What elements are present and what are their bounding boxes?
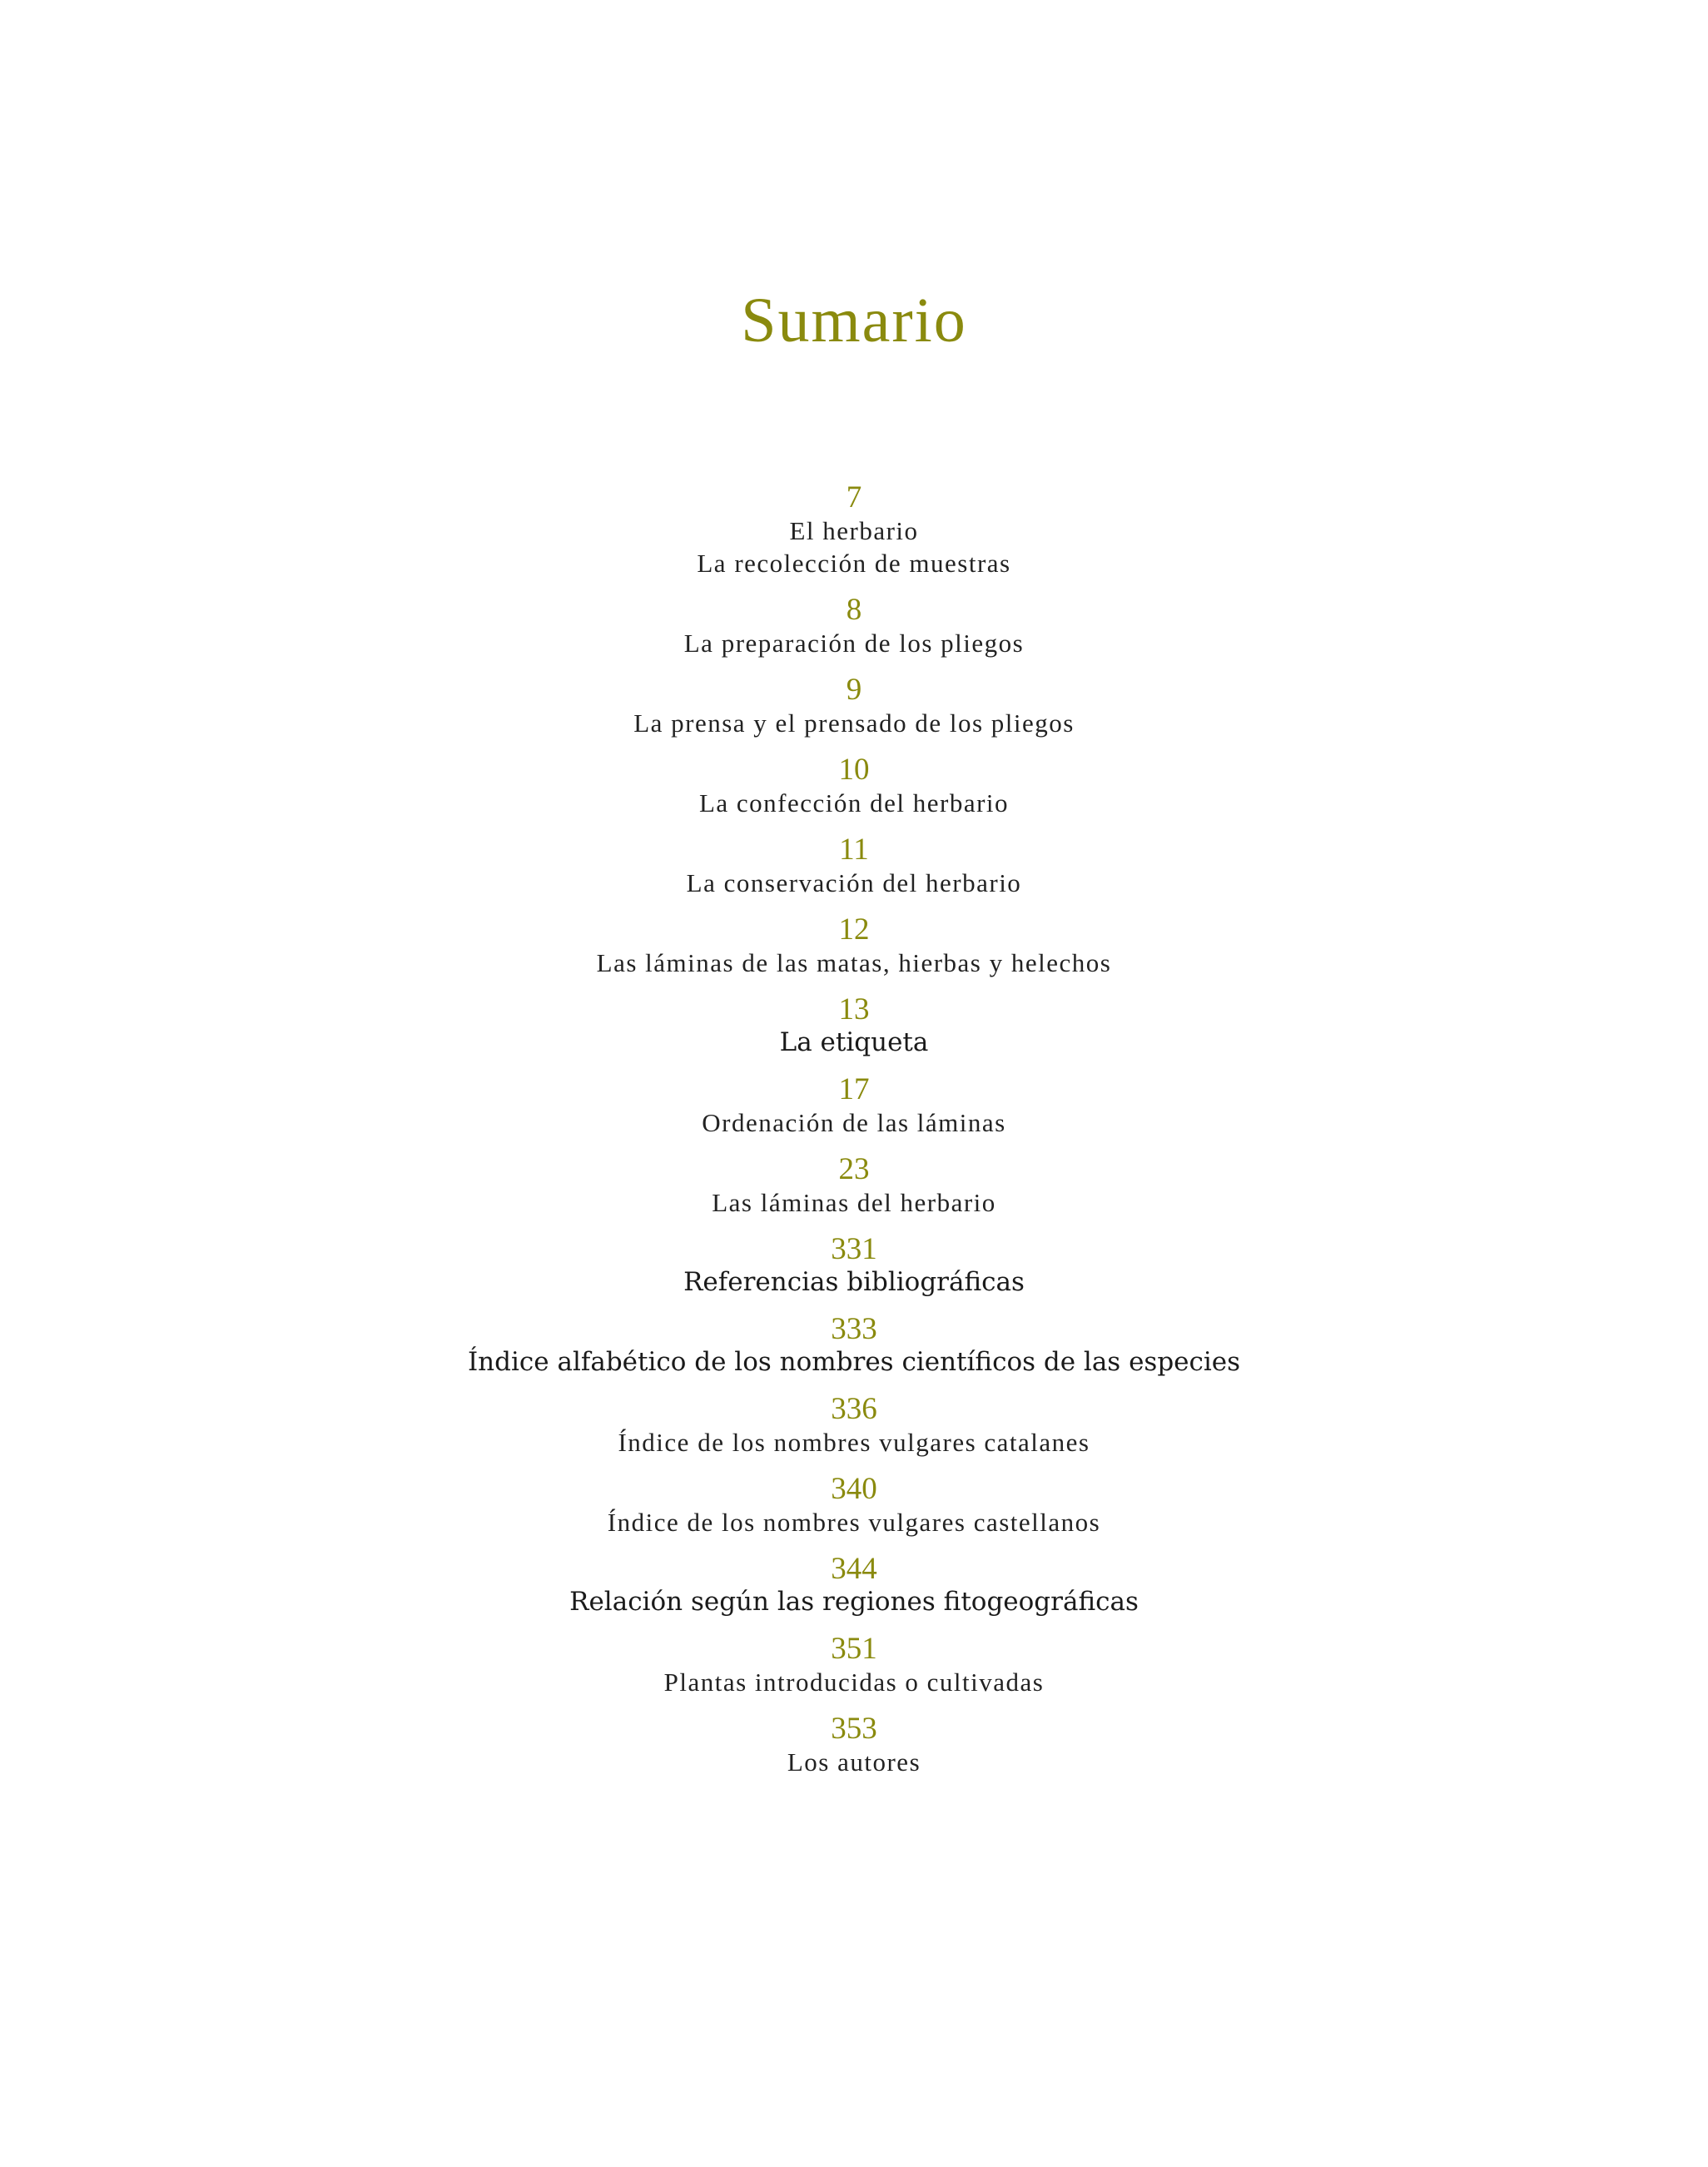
- toc-group: [0, 1553, 1708, 1618]
- toc-page-number: 7: [846, 480, 862, 514]
- toc-entry-title: Relación según las regiones fitogeográficas: [569, 1587, 1139, 1617]
- toc-entry-title: La confección del herbario: [698, 788, 1010, 818]
- toc-page-number: 10: [838, 753, 870, 787]
- toc-entry-title: Índice de los nombres vulgares catalanes: [618, 1428, 1090, 1457]
- toc-group: [0, 1313, 1708, 1379]
- toc-group: [0, 673, 1708, 739]
- toc-entry-title: Índice de los nombres vulgares castellanos: [607, 1508, 1101, 1537]
- toc-group: [0, 753, 1708, 819]
- page-title: Sumario: [741, 286, 967, 355]
- toc-entry-title: Las láminas del herbario: [712, 1188, 996, 1217]
- toc-group: [0, 594, 1708, 659]
- toc-entry-title: Ordenación de las láminas: [702, 1108, 1006, 1137]
- toc-entry-title: La etiqueta: [779, 1027, 929, 1057]
- toc-entry-title: La recolección de muestras: [697, 549, 1011, 578]
- toc-group: [0, 1393, 1708, 1459]
- toc-page-number: 333: [831, 1312, 877, 1346]
- toc-group: [0, 1233, 1708, 1299]
- toc-page-number: 344: [831, 1552, 877, 1586]
- toc-page-number: 13: [838, 992, 870, 1026]
- toc-group: [0, 1073, 1708, 1139]
- toc-page-number: 17: [838, 1072, 870, 1106]
- toc-entry-title: Las láminas de las matas, hierbas y helechos: [596, 948, 1112, 977]
- toc-page-number: 336: [831, 1392, 877, 1426]
- toc-page-number: 11: [839, 833, 869, 867]
- toc-page-number: 340: [831, 1472, 877, 1506]
- toc-entry-title: Los autores: [787, 1747, 921, 1777]
- toc-page-number: 9: [846, 673, 862, 707]
- toc-group: [0, 993, 1708, 1059]
- toc-group: [0, 1712, 1708, 1778]
- toc-group: [0, 1633, 1708, 1698]
- toc-page-number: 353: [831, 1712, 877, 1746]
- toc-group: [0, 1473, 1708, 1538]
- toc-page-number: 331: [831, 1232, 877, 1266]
- toc-page-number: 23: [838, 1152, 870, 1186]
- toc-page-number: 12: [838, 912, 870, 947]
- toc-entry-title: Referencias bibliográficas: [683, 1267, 1025, 1297]
- toc-entry-title: La prensa y el prensado de los pliegos: [633, 708, 1075, 738]
- toc-page-number: 351: [831, 1632, 877, 1666]
- toc-entry-title: La conservación del herbario: [686, 868, 1022, 897]
- table-of-contents: [0, 481, 1708, 1792]
- toc-entry-title: Plantas introducidas o cultivadas: [663, 1667, 1045, 1697]
- toc-entry-title: El herbario: [789, 516, 919, 545]
- toc-group: [0, 913, 1708, 979]
- toc-group: [0, 833, 1708, 899]
- toc-page-number: 8: [846, 593, 862, 627]
- toc-group: [0, 481, 1708, 579]
- toc-entry-title: La preparación de los pliegos: [683, 629, 1025, 658]
- toc-entry-title: Índice alfabético de los nombres científicos de las especies: [467, 1347, 1241, 1377]
- toc-group: [0, 1153, 1708, 1219]
